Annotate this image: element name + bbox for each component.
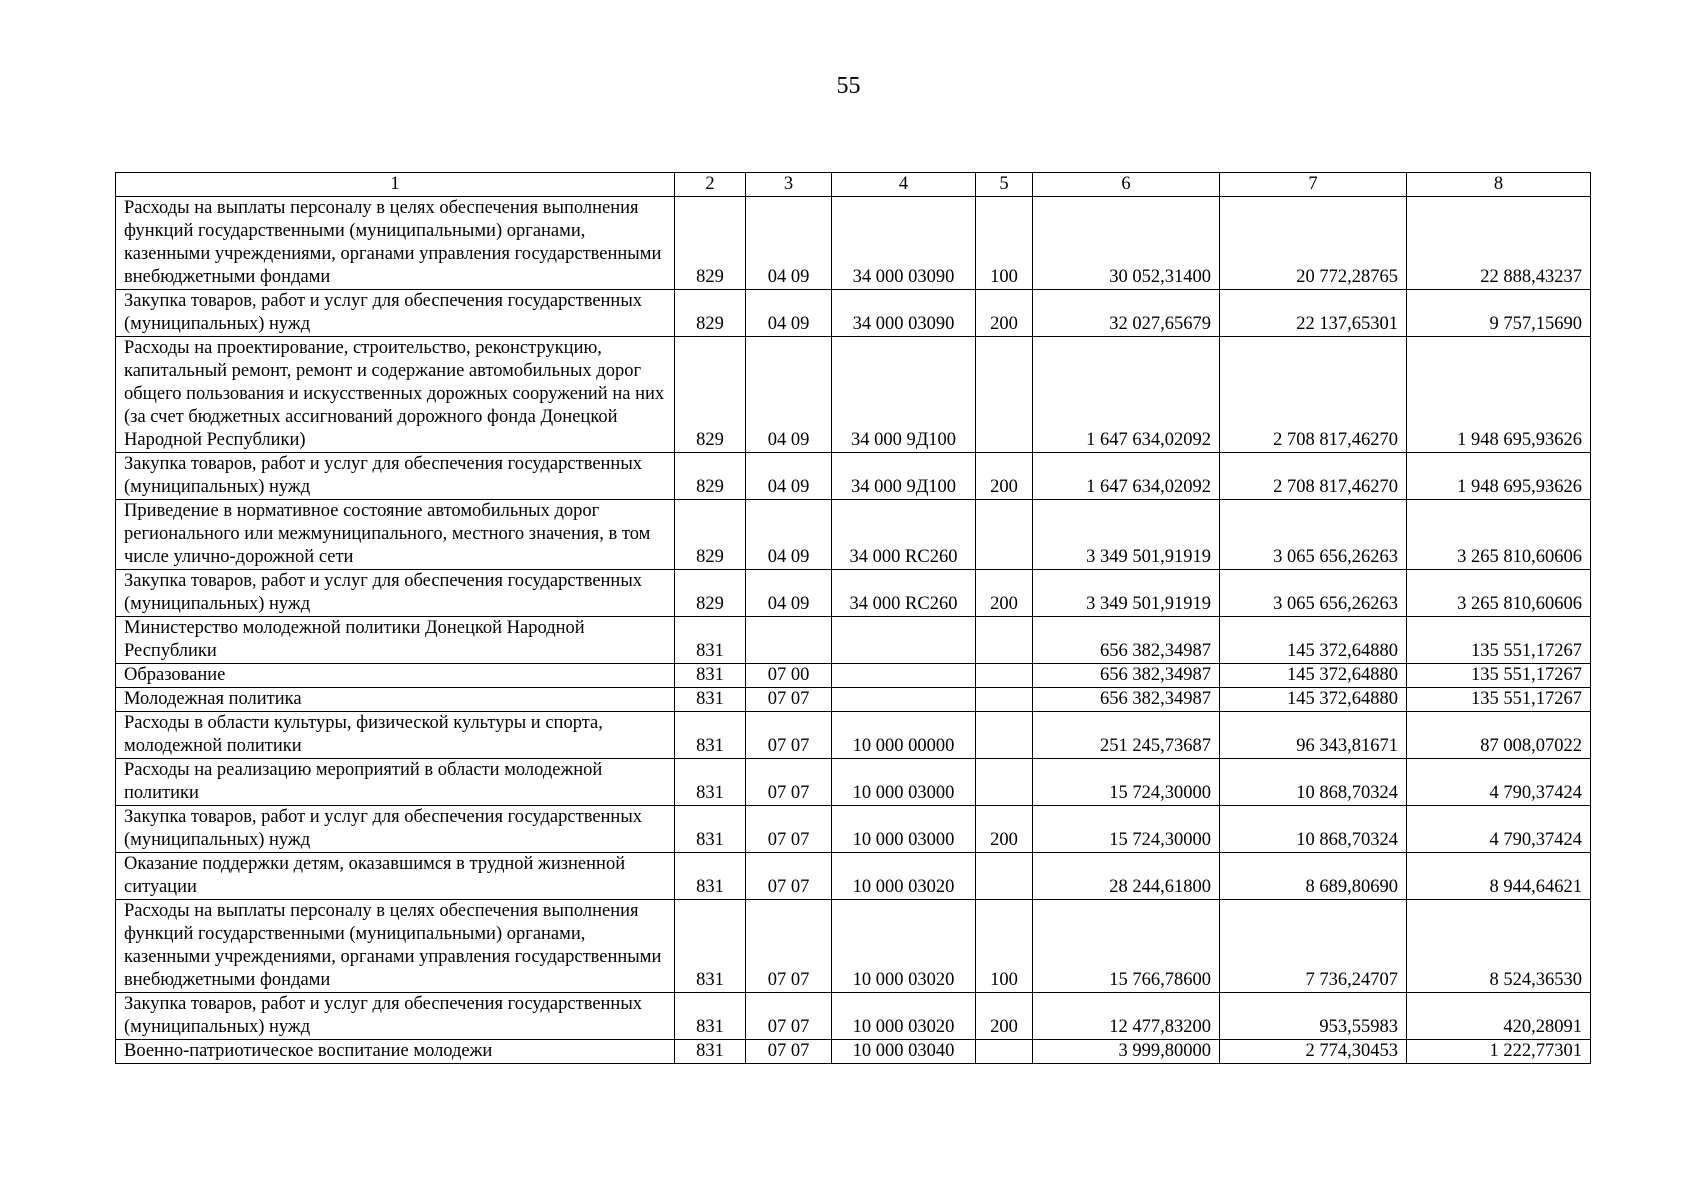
amount-col7-cell: 145 372,64880	[1220, 617, 1407, 664]
table-row	[116, 570, 1591, 617]
amount-col8-cell: 135 551,17267	[1407, 688, 1591, 712]
amount-col7-cell: 22 137,65301	[1220, 290, 1407, 337]
amount-col7-cell: 20 772,28765	[1220, 197, 1407, 290]
section-code-cell: 04 09	[746, 453, 832, 500]
amount-col8-cell: 3 265 810,60606	[1407, 500, 1591, 570]
amount-col7-cell: 10 868,70324	[1220, 759, 1407, 806]
amount-col8-cell: 87 008,07022	[1407, 712, 1591, 759]
amount-col7-cell: 145 372,64880	[1220, 688, 1407, 712]
admin-code-cell: 831	[675, 688, 746, 712]
page-number: 55	[836, 73, 861, 99]
amount-col8-cell: 4 790,37424	[1407, 759, 1591, 806]
table-row	[116, 688, 1591, 712]
item-name-cell: Расходы на реализацию мероприятий в области молодежной политики	[116, 759, 675, 806]
item-name-cell: Расходы на проектирование, строительство, реконструкцию, капитальный ремонт, ремонт и содержание автомобильных дорог общего пользования и искусственных дорожных сооружений на них (за счет бюджетных ассигнований дорожного фонда Донецкой Народной Республики)	[116, 337, 675, 453]
section-code-cell: 04 09	[746, 290, 832, 337]
expense-type-cell: 200	[976, 290, 1033, 337]
expense-type-cell: 200	[976, 570, 1033, 617]
admin-code-cell: 829	[675, 453, 746, 500]
table-row	[116, 453, 1591, 500]
amount-col8-cell: 22 888,43237	[1407, 197, 1591, 290]
amount-col8-cell: 3 265 810,60606	[1407, 570, 1591, 617]
amount-col8-cell: 135 551,17267	[1407, 664, 1591, 688]
expense-type-cell: 100	[976, 197, 1033, 290]
amount-col7-cell: 2 708 817,46270	[1220, 453, 1407, 500]
amount-col7-cell: 2 774,30453	[1220, 1040, 1407, 1064]
expense-type-cell	[976, 337, 1033, 453]
amount-col8-cell: 420,28091	[1407, 993, 1591, 1040]
target-code-cell: 10 000 03000	[832, 759, 976, 806]
table-row	[116, 290, 1591, 337]
column-header: 5	[976, 173, 1033, 197]
section-code-cell	[746, 617, 832, 664]
target-code-cell: 34 000 03090	[832, 290, 976, 337]
target-code-cell	[832, 688, 976, 712]
expense-type-cell	[976, 1040, 1033, 1064]
table-row	[116, 500, 1591, 570]
table-row	[116, 664, 1591, 688]
section-code-cell: 04 09	[746, 570, 832, 617]
amount-col6-cell: 15 766,78600	[1033, 900, 1220, 993]
item-name-cell: Молодежная политика	[116, 688, 675, 712]
item-name-cell: Закупка товаров, работ и услуг для обеспечения государственных (муниципальных) нужд	[116, 453, 675, 500]
amount-col7-cell: 2 708 817,46270	[1220, 337, 1407, 453]
target-code-cell: 10 000 03000	[832, 806, 976, 853]
amount-col7-cell: 96 343,81671	[1220, 712, 1407, 759]
amount-col6-cell: 28 244,61800	[1033, 853, 1220, 900]
expense-type-cell: 200	[976, 993, 1033, 1040]
target-code-cell	[832, 664, 976, 688]
expense-type-cell	[976, 664, 1033, 688]
section-code-cell: 07 00	[746, 664, 832, 688]
item-name-cell: Расходы на выплаты персоналу в целях обеспечения выполнения функций государственными (муниципальными) органами, казенными учреждениями, органами управления государственными внебюджетными фондами	[116, 900, 675, 993]
amount-col8-cell: 1 222,77301	[1407, 1040, 1591, 1064]
amount-col8-cell: 135 551,17267	[1407, 617, 1591, 664]
table-row	[116, 617, 1591, 664]
item-name-cell: Приведение в нормативное состояние автомобильных дорог регионального или межмуниципального, местного значения, в том числе улично-дорожной сети	[116, 500, 675, 570]
target-code-cell	[832, 617, 976, 664]
admin-code-cell: 829	[675, 500, 746, 570]
amount-col6-cell: 3 349 501,91919	[1033, 500, 1220, 570]
target-code-cell: 34 000 9Д100	[832, 337, 976, 453]
expense-type-cell	[976, 500, 1033, 570]
expense-type-cell: 200	[976, 806, 1033, 853]
column-header: 6	[1033, 173, 1220, 197]
amount-col7-cell: 7 736,24707	[1220, 900, 1407, 993]
table-row	[116, 712, 1591, 759]
amount-col7-cell: 145 372,64880	[1220, 664, 1407, 688]
amount-col8-cell: 4 790,37424	[1407, 806, 1591, 853]
amount-col6-cell: 1 647 634,02092	[1033, 453, 1220, 500]
column-header: 4	[832, 173, 976, 197]
admin-code-cell: 831	[675, 617, 746, 664]
admin-code-cell: 831	[675, 853, 746, 900]
amount-col7-cell: 953,55983	[1220, 993, 1407, 1040]
expense-type-cell	[976, 759, 1033, 806]
budget-table	[115, 172, 1591, 1064]
admin-code-cell: 831	[675, 900, 746, 993]
admin-code-cell: 829	[675, 570, 746, 617]
table-row	[116, 337, 1591, 453]
amount-col6-cell: 3 999,80000	[1033, 1040, 1220, 1064]
target-code-cell: 10 000 03020	[832, 853, 976, 900]
expense-type-cell	[976, 712, 1033, 759]
table-row	[116, 759, 1591, 806]
amount-col6-cell: 3 349 501,91919	[1033, 570, 1220, 617]
section-code-cell: 04 09	[746, 337, 832, 453]
table-row	[116, 993, 1591, 1040]
expense-type-cell	[976, 688, 1033, 712]
column-header: 7	[1220, 173, 1407, 197]
expense-type-cell: 100	[976, 900, 1033, 993]
item-name-cell: Расходы в области культуры, физической культуры и спорта, молодежной политики	[116, 712, 675, 759]
section-code-cell: 07 07	[746, 853, 832, 900]
amount-col6-cell: 656 382,34987	[1033, 688, 1220, 712]
column-header: 2	[675, 173, 746, 197]
amount-col6-cell: 656 382,34987	[1033, 664, 1220, 688]
amount-col6-cell: 32 027,65679	[1033, 290, 1220, 337]
section-code-cell: 04 09	[746, 197, 832, 290]
amount-col7-cell: 3 065 656,26263	[1220, 570, 1407, 617]
amount-col6-cell: 15 724,30000	[1033, 806, 1220, 853]
target-code-cell: 34 000 RC260	[832, 570, 976, 617]
amount-col7-cell: 10 868,70324	[1220, 806, 1407, 853]
expense-type-cell	[976, 853, 1033, 900]
expense-type-cell	[976, 617, 1033, 664]
amount-col6-cell: 12 477,83200	[1033, 993, 1220, 1040]
amount-col6-cell: 656 382,34987	[1033, 617, 1220, 664]
admin-code-cell: 829	[675, 290, 746, 337]
column-header: 1	[116, 173, 675, 197]
admin-code-cell: 831	[675, 1040, 746, 1064]
section-code-cell: 07 07	[746, 1040, 832, 1064]
column-header: 3	[746, 173, 832, 197]
admin-code-cell: 829	[675, 197, 746, 290]
table-row	[116, 853, 1591, 900]
table-row	[116, 197, 1591, 290]
amount-col6-cell: 251 245,73687	[1033, 712, 1220, 759]
target-code-cell: 34 000 RC260	[832, 500, 976, 570]
table-body	[116, 197, 1591, 1064]
expense-type-cell: 200	[976, 453, 1033, 500]
item-name-cell: Расходы на выплаты персоналу в целях обеспечения выполнения функций государственными (муниципальными) органами, казенными учреждениями, органами управления государственными внебюджетными фондами	[116, 197, 675, 290]
admin-code-cell: 829	[675, 337, 746, 453]
table-row	[116, 900, 1591, 993]
target-code-cell: 10 000 03020	[832, 993, 976, 1040]
target-code-cell: 34 000 03090	[832, 197, 976, 290]
item-name-cell: Военно-патриотическое воспитание молодежи	[116, 1040, 675, 1064]
amount-col8-cell: 8 524,36530	[1407, 900, 1591, 993]
admin-code-cell: 831	[675, 759, 746, 806]
target-code-cell: 34 000 9Д100	[832, 453, 976, 500]
admin-code-cell: 831	[675, 664, 746, 688]
item-name-cell: Закупка товаров, работ и услуг для обеспечения государственных (муниципальных) нужд	[116, 806, 675, 853]
section-code-cell: 07 07	[746, 688, 832, 712]
item-name-cell: Закупка товаров, работ и услуг для обеспечения государственных (муниципальных) нужд	[116, 993, 675, 1040]
item-name-cell: Оказание поддержки детям, оказавшимся в трудной жизненной ситуации	[116, 853, 675, 900]
item-name-cell: Министерство молодежной политики Донецкой Народной Республики	[116, 617, 675, 664]
section-code-cell: 07 07	[746, 759, 832, 806]
header-row	[116, 173, 1591, 197]
table-row	[116, 806, 1591, 853]
admin-code-cell: 831	[675, 712, 746, 759]
amount-col8-cell: 1 948 695,93626	[1407, 337, 1591, 453]
amount-col7-cell: 3 065 656,26263	[1220, 500, 1407, 570]
item-name-cell: Образование	[116, 664, 675, 688]
amount-col6-cell: 15 724,30000	[1033, 759, 1220, 806]
section-code-cell: 07 07	[746, 712, 832, 759]
amount-col8-cell: 8 944,64621	[1407, 853, 1591, 900]
target-code-cell: 10 000 03020	[832, 900, 976, 993]
item-name-cell: Закупка товаров, работ и услуг для обеспечения государственных (муниципальных) нужд	[116, 290, 675, 337]
amount-col6-cell: 30 052,31400	[1033, 197, 1220, 290]
section-code-cell: 07 07	[746, 900, 832, 993]
amount-col7-cell: 8 689,80690	[1220, 853, 1407, 900]
amount-col8-cell: 1 948 695,93626	[1407, 453, 1591, 500]
target-code-cell: 10 000 00000	[832, 712, 976, 759]
section-code-cell: 07 07	[746, 993, 832, 1040]
column-header: 8	[1407, 173, 1591, 197]
section-code-cell: 04 09	[746, 500, 832, 570]
admin-code-cell: 831	[675, 806, 746, 853]
amount-col6-cell: 1 647 634,02092	[1033, 337, 1220, 453]
table-row	[116, 1040, 1591, 1064]
table-header	[116, 173, 1591, 197]
section-code-cell: 07 07	[746, 806, 832, 853]
item-name-cell: Закупка товаров, работ и услуг для обеспечения государственных (муниципальных) нужд	[116, 570, 675, 617]
amount-col8-cell: 9 757,15690	[1407, 290, 1591, 337]
admin-code-cell: 831	[675, 993, 746, 1040]
target-code-cell: 10 000 03040	[832, 1040, 976, 1064]
